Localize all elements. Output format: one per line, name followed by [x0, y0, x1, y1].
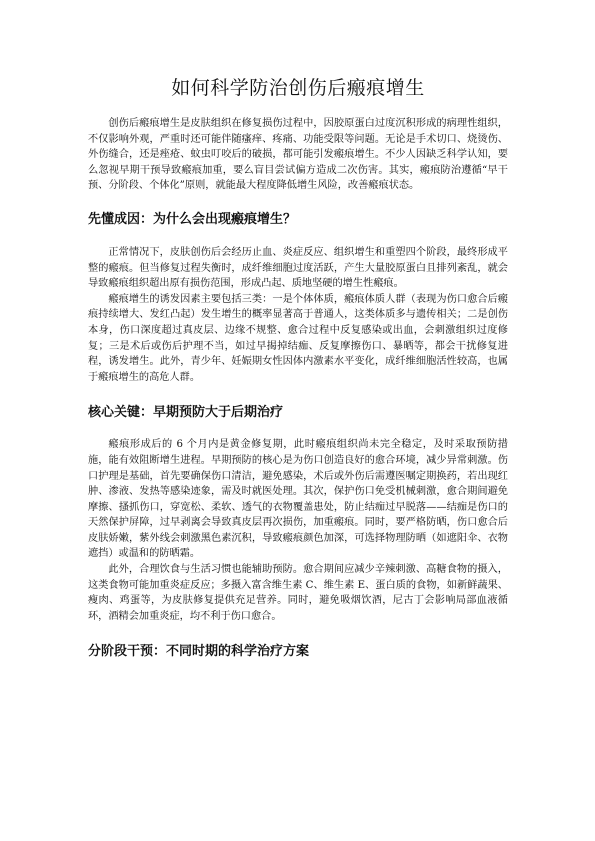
document-page — [88, 76, 508, 661]
prevention-paragraph-1: 瘢痕形成后的 6 个月内是黄金修复期，此时瘢痕组织尚未完全稳定，及时采取预防措施，能有效阻断增生进程。早期预防的核心是为伤口创造良好的愈合环境，减少异常刺激。伤口护理是基础，首先要确保伤口清洁，避免感染，术后或外伤后需遵医嘱定期换药，若出现红肿、渗液、发热等感染迹象，需及时就医处理。其次，保护伤口免受机械刺激，愈合期间避免摩擦、搔抓伤口，穿宽松、柔软、透气的衣物覆盖患处，防止结痂过早脱落——结痂是伤口的天然保护屏障，过早剥离会导致真皮层再次损伤，加重瘢痕。同时，要严格防晒，伤口愈合后皮肤娇嫩，紫外线会刺激黑色素沉积，导致瘢痕颜色加深，可选择物理防晒（如遮阳伞、衣物遮挡）或温和的防晒霜。 — [88, 439, 508, 560]
document-title: 如何科学防治创伤后瘢痕增生 — [171, 77, 425, 99]
section-heading-causes: 先懂成因：为什么会出现瘢痕增生？ — [88, 211, 297, 227]
section-heading-treatment: 分阶段干预：不同时期的科学治疗方案 — [88, 644, 310, 660]
prevention-paragraph-2: 此外，合理饮食与生活习惯也能辅助预防。愈合期间应减少辛辣刺激、高糖食物的摄入，这类食物可能加重炎症反应；多摄入富含维生素 C、维生素 E、蛋白质的食物，如新鲜蔬果、瘦肉、鸡蛋等，为皮肤修复提供充足营养。同时，避免吸烟饮酒，尼古丁会影响局部血液循环，酒精会加重炎症，均不利于伤口愈合。 — [88, 564, 508, 622]
intro-paragraph: 创伤后瘢痕增生是皮肤组织在修复损伤过程中，因胶原蛋白过度沉积形成的病理性组织，不仅影响外观，严重时还可能伴随瘙痒、疼痛、功能受限等问题。无论是手术切口、烧烫伤、外伤缝合，还是痤疮、蚊虫叮咬后的破损，都可能引发瘢痕增生。不少人因缺乏科学认知，要么忽视早期干预导致瘢痕加重，要么盲目尝试偏方造成二次伤害。其实，瘢痕防治遵循“早干预、分阶段、个体化”原则，就能最大程度降低增生风险，改善瘢痕状态。 — [88, 118, 508, 192]
section-heading-prevention: 核心关键：早期预防大于后期治疗 — [88, 405, 284, 421]
causes-paragraph-1: 正常情况下，皮肤创伤后会经历止血、炎症反应、组织增生和重塑四个阶段，最终形成平整的瘢痕。但当修复过程失衡时，成纤维细胞过度活跃，产生大量胶原蛋白且排列紊乱，就会导致瘢痕组织超出原有损伤范围，形成凸起、质地坚硬的增生性瘢痕。 — [88, 246, 508, 290]
causes-paragraph-2: 瘢痕增生的诱发因素主要包括三类：一是个体体质，瘢痕体质人群（表现为伤口愈合后瘢痕持续增大、发红凸起）发生增生的概率显著高于普通人，这类体质多与遗传相关；二是创伤本身，伤口深度超过真皮层、边缘不规整、愈合过程中反复感染或出血，会刺激组织过度修复；三是术后或伤后护理不当，如过早揭掉结痂、反复摩擦伤口、暴晒等，都会干扰修复进程，诱发增生。此外，青少年、妊娠期女性因体内激素水平变化，成纤维细胞活性较高，也属于瘢痕增生的高危人群。 — [88, 293, 508, 383]
